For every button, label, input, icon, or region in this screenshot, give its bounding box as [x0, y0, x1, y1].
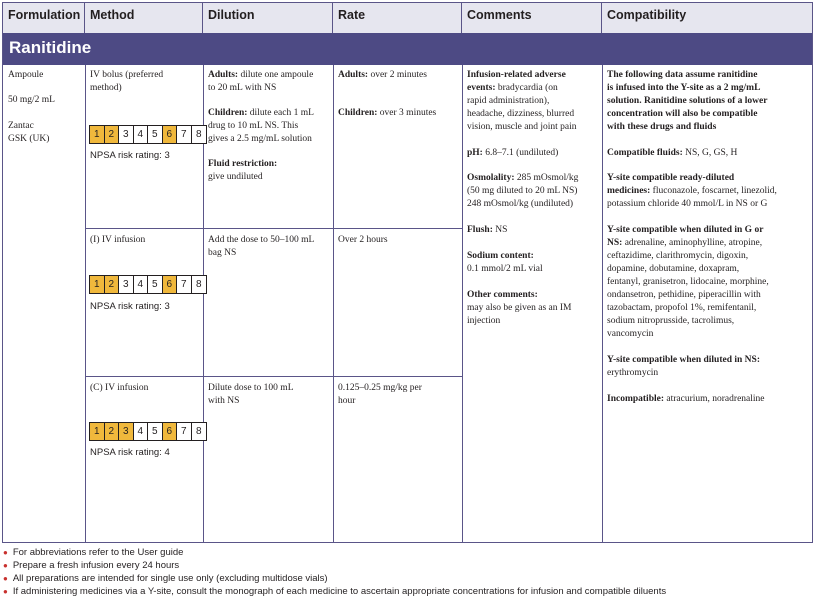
- dilution-adults: [208, 69, 313, 82]
- risk-level-cell: 1: [90, 423, 105, 440]
- drug-band: [3, 33, 812, 65]
- footnote: [3, 573, 328, 584]
- compat-intro-line: [607, 95, 767, 108]
- compat-ready-label: Y-site compatible ready-diluted: [607, 173, 735, 183]
- rate-adults-label: Adults:: [338, 70, 369, 80]
- compat-ready: [607, 185, 777, 198]
- comments-adverse-heading: [467, 69, 566, 82]
- rate-adults: [338, 69, 427, 82]
- comments-adverse-label2: events:: [467, 83, 496, 93]
- comments-ph: [467, 147, 558, 160]
- risk-level-cell: 7: [177, 126, 192, 143]
- comments-osmolality-label: Osmolality:: [467, 173, 515, 183]
- compat-g-ns-label: Y-site compatible when diluted in G or: [607, 225, 764, 235]
- fluid-restriction-heading: Fluid restriction:: [208, 159, 278, 169]
- risk-level-cell: 5: [148, 276, 163, 293]
- divider: [85, 376, 462, 377]
- risk-level-cell: 5: [148, 423, 163, 440]
- comments-adverse-line: vision, muscle and joint pain: [467, 122, 577, 132]
- risk-rating-scale: [89, 422, 207, 441]
- compat-ready-text: fluconazole, foscarnet, linezolid,: [650, 186, 777, 196]
- footnote-text: For abbreviations refer to the User guide: [12, 547, 184, 558]
- comments-adverse-text: bradycardia (on: [495, 83, 558, 93]
- dilution-children-label: Children:: [208, 108, 248, 118]
- risk-level-cell: 8: [192, 126, 207, 143]
- compat-intro-text: is infused into the Y-site as a 2 mg/mL: [607, 83, 761, 93]
- compat-g-ns-line: tazobactam, propofol 1%, remifentanil,: [607, 303, 757, 313]
- compat-ready-label2: medicines:: [607, 186, 651, 196]
- divider: [85, 228, 462, 229]
- compat-intro-text: concentration will also be compatible: [607, 109, 758, 119]
- footnote-text: If administering medicines via a Y-site, consult the monograph of each medicine to ascertain appropriate concentrations for infusion and compatible diluents: [12, 586, 667, 597]
- rate-adults-text: over 2 minutes: [368, 70, 427, 80]
- compat-intro-line: [607, 121, 716, 134]
- footnote: [3, 547, 183, 558]
- rate-intermittent: Over 2 hours: [338, 235, 388, 245]
- risk-level-cell: 2: [105, 276, 120, 293]
- comments-osmolality-line: 248 mOsmol/kg (undiluted): [467, 199, 574, 209]
- risk-rating-label: NPSA risk rating: 3: [90, 150, 170, 161]
- formulation-brand: Zantac: [8, 121, 34, 131]
- risk-level-cell: 8: [192, 423, 207, 440]
- bullet-icon: ●: [3, 561, 8, 570]
- compat-fluids-text: NS, G, GS, H: [682, 148, 738, 158]
- formulation-strength: 50 mg/2 mL: [8, 95, 55, 105]
- comments-adverse: [467, 82, 558, 95]
- bullet-icon: ●: [3, 587, 8, 596]
- comments-sodium-text: 0.1 mmol/2 mL vial: [467, 264, 543, 274]
- comments-osmolality-line: (50 mg diluted to 20 mL NS): [467, 186, 578, 196]
- dilution-intermittent-cont: bag NS: [208, 248, 237, 258]
- compat-g-ns-line: sodium nitroprusside, tacrolimus,: [607, 316, 735, 326]
- footnote-text: All preparations are intended for single use only (excluding multidose vials): [12, 573, 328, 584]
- compat-incompatible: [607, 393, 765, 406]
- compat-ns-label: Y-site compatible when diluted in NS:: [607, 355, 760, 365]
- risk-rating-label: NPSA risk rating: 3: [90, 301, 170, 312]
- compat-g-ns-label2: NS:: [607, 238, 623, 248]
- compat-g-ns: [607, 237, 762, 250]
- risk-level-cell: 1: [90, 126, 105, 143]
- compat-ready-heading: [607, 172, 734, 185]
- compat-incompatible-label: Incompatible:: [607, 394, 664, 404]
- comments-other-heading: [467, 289, 538, 302]
- bullet-icon: ●: [3, 548, 8, 557]
- risk-level-cell: 4: [134, 276, 149, 293]
- fluid-restriction-label: [208, 158, 277, 171]
- formulation-manufacturer: GSK (UK): [8, 134, 50, 144]
- comments-flush-text: NS: [492, 225, 508, 235]
- comments-flush-label: Flush:: [467, 225, 493, 235]
- rate-continuous-cont: hour: [338, 396, 356, 406]
- dilution-continuous: Dilute dose to 100 mL: [208, 383, 294, 393]
- header-comments: Comments: [462, 3, 602, 33]
- compat-g-ns-line: fentanyl, granisetron, lidocaine, morphine,: [607, 277, 769, 287]
- divider: [602, 65, 603, 542]
- method-continuous-infusion: (C) IV infusion: [90, 383, 149, 393]
- risk-level-cell: 8: [192, 276, 207, 293]
- formulation-type: Ampoule: [8, 70, 44, 80]
- comments-other-line: injection: [467, 316, 501, 326]
- header-rate: Rate: [333, 3, 462, 33]
- risk-level-cell: 6: [163, 126, 178, 143]
- dilution-adults-cont: to 20 mL with NS: [208, 83, 277, 93]
- dilution-children-text: dilute each 1 mL: [247, 108, 314, 118]
- risk-level-cell: 3: [119, 423, 134, 440]
- dilution-intermittent: Add the dose to 50–100 mL: [208, 235, 315, 245]
- comments-osmolality-text: 285 mOsmol/kg: [514, 173, 579, 183]
- risk-level-cell: 5: [148, 126, 163, 143]
- method-iv-bolus-cont: method): [90, 83, 122, 93]
- method-iv-bolus: IV bolus (preferred: [90, 70, 164, 80]
- drug-name: Ranitidine: [9, 38, 92, 57]
- risk-level-cell: 6: [163, 423, 178, 440]
- dilution-children: [208, 107, 314, 120]
- compat-ns-text: erythromycin: [607, 368, 659, 378]
- compat-ns-heading: [607, 354, 760, 367]
- risk-level-cell: 7: [177, 423, 192, 440]
- dilution-children-cont2: gives a 2.5 mg/mL solution: [208, 134, 312, 144]
- rate-children: [338, 107, 436, 120]
- comments-ph-label: pH:: [467, 148, 483, 158]
- compat-g-ns-line: dopamine, dobutamine, doxapram,: [607, 264, 740, 274]
- risk-level-cell: 2: [105, 423, 120, 440]
- fluid-restriction-text: give undiluted: [208, 172, 263, 182]
- method-intermittent-infusion: (I) IV infusion: [90, 235, 146, 245]
- compat-g-ns-line: vancomycin: [607, 329, 654, 339]
- risk-rating-scale: [89, 125, 207, 144]
- compat-g-ns-text: adrenaline, aminophylline, atropine,: [622, 238, 763, 248]
- compat-intro-line: [607, 69, 757, 82]
- header-formulation: Formulation: [3, 3, 85, 33]
- risk-level-cell: 3: [119, 126, 134, 143]
- risk-level-cell: 3: [119, 276, 134, 293]
- header-method: Method: [85, 3, 203, 33]
- dilution-adults-text: dilute one ampoule: [238, 70, 314, 80]
- comments-adverse-line: rapid administration),: [467, 96, 550, 106]
- risk-rating-scale: [89, 275, 207, 294]
- dilution-continuous-cont: with NS: [208, 396, 240, 406]
- comments-sodium-heading: [467, 250, 534, 263]
- risk-level-cell: 4: [134, 423, 149, 440]
- comments-adverse-label: Infusion-related adverse: [467, 70, 566, 80]
- risk-rating-label: NPSA risk rating: 4: [90, 447, 170, 458]
- compat-g-ns-heading: [607, 224, 763, 237]
- comments-adverse-line: headache, dizziness, blurred: [467, 109, 575, 119]
- footnote-text: Prepare a fresh infusion every 24 hours: [12, 560, 180, 571]
- risk-level-cell: 4: [134, 126, 149, 143]
- header-dilution: Dilution: [203, 3, 333, 33]
- risk-level-cell: 2: [105, 126, 120, 143]
- comments-osmolality: [467, 172, 578, 185]
- comments-sodium-label: Sodium content:: [467, 251, 534, 261]
- compat-intro-text: The following data assume ranitidine: [607, 70, 758, 80]
- risk-level-cell: 1: [90, 276, 105, 293]
- compat-intro-line: [607, 82, 760, 95]
- rate-children-text: over 3 minutes: [377, 108, 437, 118]
- compat-intro-text: solution. Ranitidine solutions of a lower: [607, 96, 768, 106]
- dilution-adults-label: Adults:: [208, 70, 239, 80]
- bullet-icon: ●: [3, 574, 8, 583]
- divider: [85, 65, 86, 542]
- comments-other-line: may also be given as an IM: [467, 303, 572, 313]
- compat-ready-line: potassium chloride 40 mmol/L in NS or G: [607, 199, 768, 209]
- comments-flush: [467, 224, 507, 237]
- dilution-children-cont: drug to 10 mL NS. This: [208, 121, 299, 131]
- divider: [462, 65, 463, 542]
- compat-g-ns-line: ceftazidime, clarithromycin, digoxin,: [607, 251, 749, 261]
- compat-g-ns-line: ondansetron, pethidine, piperacillin with: [607, 290, 761, 300]
- risk-level-cell: 7: [177, 276, 192, 293]
- rate-continuous: 0.125–0.25 mg/kg per: [338, 383, 422, 393]
- rate-children-label: Children:: [338, 108, 378, 118]
- compat-fluids-label: Compatible fluids:: [607, 148, 683, 158]
- compat-fluids: [607, 147, 737, 160]
- comments-other-label: Other comments:: [467, 290, 538, 300]
- footnote: [3, 586, 666, 597]
- divider: [333, 65, 334, 542]
- header-compatibility: Compatibility: [602, 3, 812, 33]
- footnote: [3, 560, 179, 571]
- risk-level-cell: 6: [163, 276, 178, 293]
- comments-ph-text: 6.8–7.1 (undiluted): [482, 148, 559, 158]
- monograph-table: [2, 2, 813, 543]
- compat-incompatible-text: atracurium, noradrenaline: [664, 394, 765, 404]
- compat-intro-line: [607, 108, 757, 121]
- compat-intro-text: with these drugs and fluids: [607, 122, 717, 132]
